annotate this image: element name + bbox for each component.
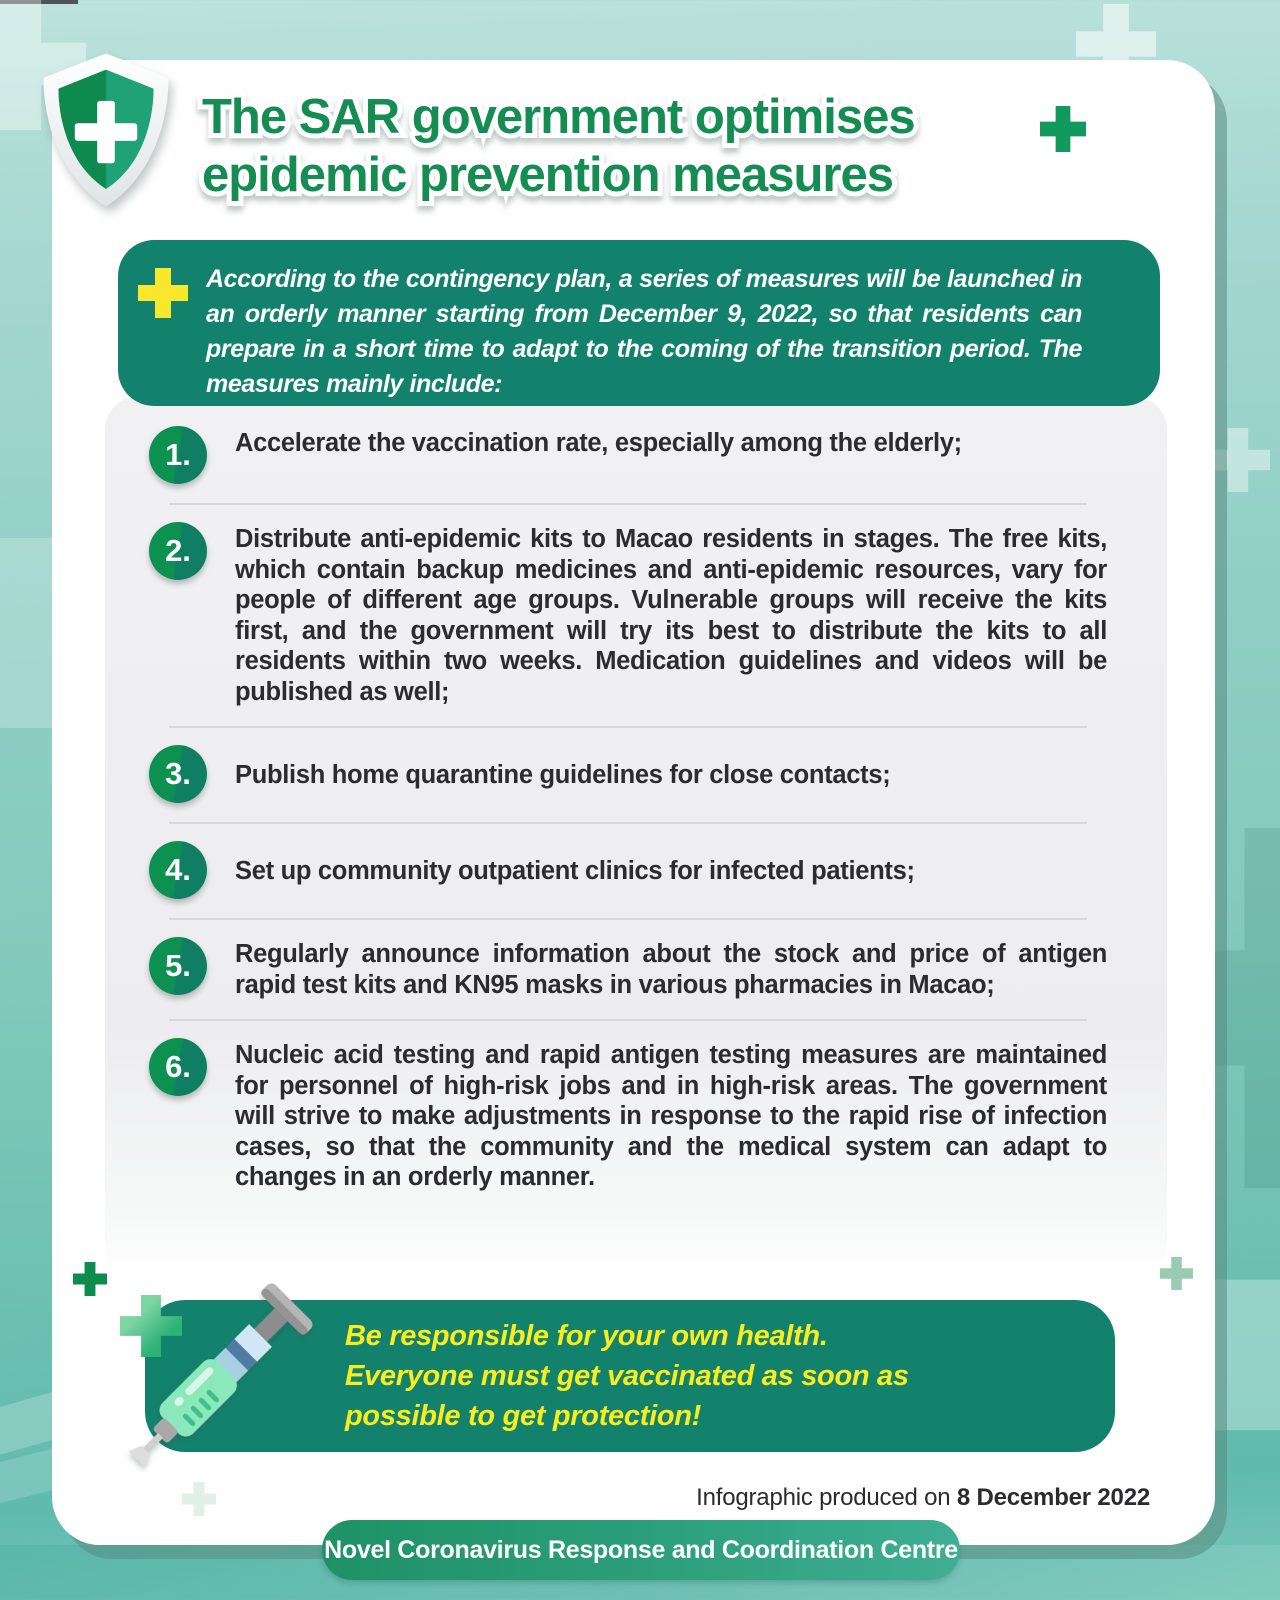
callout-line3: possible to get protection! <box>345 1400 702 1432</box>
measure-item <box>149 1040 1107 1193</box>
measures-panel <box>105 396 1167 1278</box>
measure-number-badge: 3. <box>149 745 207 803</box>
poster-card <box>52 60 1215 1545</box>
produced-on-prefix: Infographic produced on <box>696 1484 957 1511</box>
measure-number-badge: 1. <box>149 426 207 484</box>
page-title-line1: The SAR government optimises <box>202 90 915 144</box>
intro-box <box>118 240 1160 406</box>
measure-number-badge: 4. <box>149 841 207 899</box>
vaccination-callout-text <box>345 1316 1085 1436</box>
pale-plus-icon <box>182 1482 216 1516</box>
page-title-line2: epidemic prevention measures <box>202 148 893 202</box>
pale-plus-icon <box>1160 1257 1193 1290</box>
callout-line1: Be responsible for your own health. <box>345 1320 828 1352</box>
measure-text: Distribute anti-epidemic kits to Macao residents in stages. The free kits, which contain backup medicines and anti-epidemic resources, vary for people of different age groups. Vulnerable groups will receive the kits first, and the government will try its best to distribute the kits to all residents within two weeks. Medication guidelines and videos will be published as well; <box>235 525 1107 706</box>
measure-number-badge: 5. <box>149 937 207 995</box>
callout-line2: Everyone must get vaccinated as soon as <box>345 1360 909 1392</box>
measure-number-badge: 2. <box>149 522 207 580</box>
yellow-plus-icon <box>138 268 188 318</box>
measure-number-badge: 6. <box>149 1038 207 1096</box>
measure-text: Set up community outpatient clinics for infected patients; <box>235 856 915 885</box>
divider <box>169 1019 1087 1021</box>
divider <box>169 918 1087 920</box>
green-plus-icon <box>73 1262 107 1296</box>
page-title <box>202 88 1102 204</box>
measure-text: Publish home quarantine guidelines for close contacts; <box>235 760 891 789</box>
measure-item <box>149 524 1107 707</box>
shield-cross-icon <box>38 52 174 208</box>
produced-on-date: 8 December 2022 <box>956 1484 1150 1511</box>
produced-on-note <box>696 1484 1150 1512</box>
measure-text: Regularly announce information about the stock and price of antigen rapid test kits and KN95 masks in various pharmacies in Macao; <box>235 940 1107 999</box>
organisation-name: Novel Coronavirus Response and Coordination Centre <box>324 1535 958 1564</box>
measure-item <box>149 428 1107 484</box>
divider <box>169 503 1087 505</box>
divider <box>169 726 1087 728</box>
measure-item <box>149 747 1107 803</box>
measure-item <box>149 939 1107 1000</box>
measure-text: Accelerate the vaccination rate, especially among the elderly; <box>235 429 962 457</box>
intro-text: According to the contingency plan, a series of measures will be launched in an orderly manner starting from December 9, 2022, so that residents can prepare in a short time to adapt to the coming of the transition period. The measures mainly include: <box>206 265 1082 398</box>
measure-item <box>149 843 1107 899</box>
background-plus-icon <box>1206 428 1270 492</box>
divider <box>169 822 1087 824</box>
organisation-pill <box>322 1520 960 1580</box>
measure-text: Nucleic acid testing and rapid antigen testing measures are maintained for personnel of high-risk jobs and in high-risk areas. The government will strive to make adjustments in response to the rapid rise of infection cases, so that the community and the medical system can adapt to changes in an orderly manner. <box>235 1041 1107 1191</box>
